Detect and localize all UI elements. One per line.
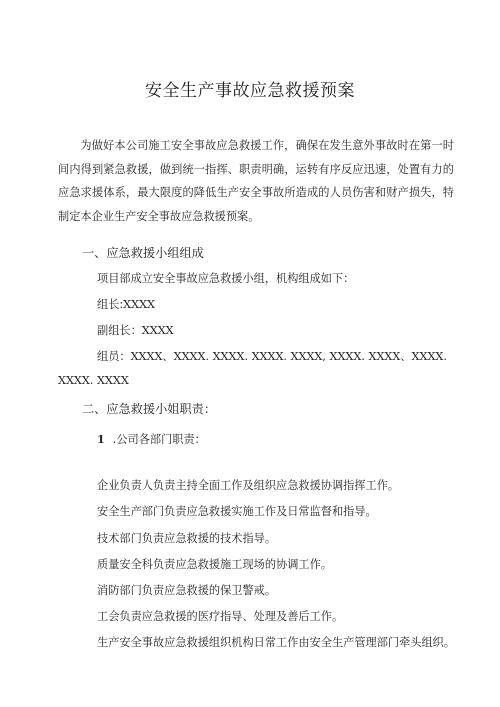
duty-item: 生产安全事故应急救援组织机构日常工作由安全生产管理部门牵头组织。: [97, 636, 456, 649]
duty-item: 企业负责人负责主持全面工作及组织应急救援协调指挥工作。: [97, 479, 400, 492]
intro-paragraph: 为做好本公司施工安全事故应急救援工作，确保在发生意外事故时在第一时间内得到紧急救援，做到统一指挥、职责明确，运转有序反应迅速，处置有力的应急求援体系，最大限度的降低生产安全事故所造成的人员伤害和财产损失，特制定本企业生产安全事故应急救援预案。: [58, 139, 454, 223]
leader-label: 组长:: [97, 298, 124, 311]
deputy-value: XXXX: [141, 324, 174, 337]
duty-item: 消防部门负责应急救援的保卫警戒。: [97, 584, 277, 597]
subsection-title: .公司各部门职责：: [112, 433, 206, 446]
subsection-number: 1: [97, 432, 105, 446]
deputy-label: 副组长：: [97, 324, 142, 337]
duty-item: 技术部门负责应急救援的技术指导。: [97, 532, 277, 545]
leader-line: [97, 296, 155, 312]
document-title: 安全生产事故应急救援预案: [145, 81, 355, 101]
section-2-heading: 二、应急救援小姐职责：: [82, 402, 217, 416]
section-1-heading: 一、应急救援小组组成: [82, 246, 204, 260]
duty-item: 工会负责应急救援的医疗指导、处理及善后工作。: [97, 610, 344, 623]
deputy-line: [97, 322, 174, 338]
duty-item: 质量安全科负责应急救援施工现场的协调工作。: [97, 558, 332, 571]
subsection-1-heading: [97, 431, 206, 447]
members-label: 组员：: [97, 350, 131, 363]
group-description: 项目部成立安全事故应急救援小组，机构组成如下：: [97, 272, 355, 285]
leader-value: XXXX: [123, 298, 156, 311]
members-line: [97, 348, 447, 364]
members-value-1: XXXX、XXXX. XXXX. XXXX. XXXX, XXXX. XXXX、XXXX.: [130, 350, 447, 363]
duty-item: 安全生产部门负责应急救援实施工作及日常监督和指导。: [97, 505, 377, 518]
members-value-2: XXXX. XXXX: [58, 374, 129, 387]
